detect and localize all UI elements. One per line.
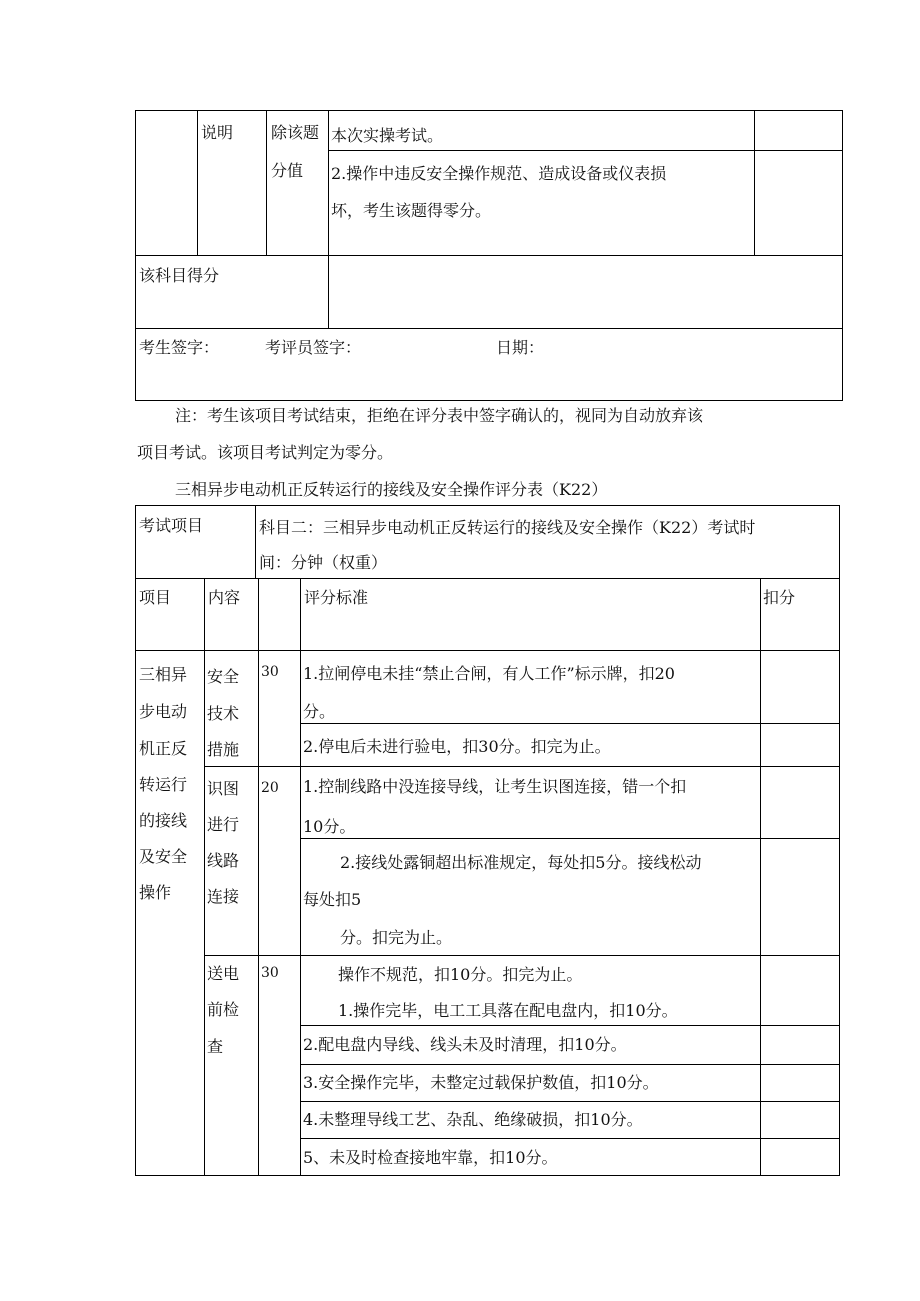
label-explanation: 说明 bbox=[201, 123, 234, 142]
project-name-line: 步电动 bbox=[139, 702, 188, 721]
table1-border-right bbox=[842, 110, 843, 401]
criteria-line: 分。扣完为止。 bbox=[340, 928, 453, 947]
subject-description-line: 间：分钟（权重） bbox=[259, 553, 388, 572]
table2-title: 三相异步电动机正反转运行的接线及安全操作评分表（K22） bbox=[175, 480, 608, 499]
project-name-line: 的接线 bbox=[139, 811, 188, 830]
note-line: 注：考生该项目考试结束，拒绝在评分表中签字确认的，视同为自动放弃该 bbox=[175, 406, 704, 425]
table2-rule bbox=[300, 838, 840, 839]
exam-item-label: 考试项目 bbox=[139, 516, 204, 535]
content-label-line: 技术 bbox=[207, 704, 240, 723]
criteria-line: 1.拉闸停电未挂“禁止合闸，有人工作”标示牌，扣20 bbox=[303, 664, 675, 683]
criteria-line: 3.安全操作完毕，未整定过载保护数值，扣10分。 bbox=[303, 1073, 659, 1092]
table2-border-right bbox=[839, 505, 840, 1176]
rule-text-line: 2.操作中违反安全操作规范、造成设备或仪表损 bbox=[331, 164, 667, 183]
content-label-line: 措施 bbox=[207, 740, 240, 759]
section-score: 30 bbox=[261, 664, 279, 680]
table1-col-rule bbox=[266, 110, 267, 255]
table2-col-rule bbox=[204, 578, 205, 1176]
column-header-content: 内容 bbox=[208, 588, 241, 607]
project-name-line: 及安全 bbox=[139, 847, 188, 866]
criteria-line: 每处扣5 bbox=[303, 890, 362, 909]
table2-rule bbox=[300, 723, 840, 724]
content-label-line: 线路 bbox=[207, 851, 240, 870]
criteria-line: 4.未整理导线工艺、杂乱、绝缘破损，扣10分。 bbox=[303, 1110, 643, 1129]
table2-col-rule bbox=[255, 505, 256, 578]
table1-col-rule bbox=[328, 110, 329, 328]
content-label-line: 安全 bbox=[207, 667, 240, 686]
table2-border-bottom bbox=[135, 1175, 840, 1176]
table1-col-rule bbox=[197, 110, 198, 255]
table2-rule bbox=[300, 1138, 840, 1139]
project-name-line: 操作 bbox=[139, 883, 172, 902]
subject-description-line: 科目二：三相异步电动机正反转运行的接线及安全操作（K22）考试时 bbox=[259, 518, 756, 537]
table2-rule bbox=[300, 1101, 840, 1102]
table1-rule bbox=[135, 255, 843, 256]
criteria-line: 5、未及时检查接地牢靠，扣10分。 bbox=[303, 1148, 558, 1167]
table1-col-rule bbox=[754, 110, 755, 255]
project-name-line: 转运行 bbox=[139, 775, 188, 794]
label-except-question: 除该题 bbox=[271, 123, 320, 142]
content-label-line: 前检 bbox=[207, 1000, 240, 1019]
table1-rule bbox=[328, 150, 843, 151]
date-label: 日期： bbox=[496, 338, 545, 357]
label-score-value: 分值 bbox=[271, 161, 304, 180]
criteria-line: 2.停电后未进行验电，扣30分。扣完为止。 bbox=[303, 737, 611, 756]
criteria-line: 1.控制线路中没连接导线，让考生识图连接，错一个扣 bbox=[303, 777, 687, 796]
criteria-line: 操作不规范，扣10分。扣完为止。 bbox=[338, 965, 583, 984]
column-header-item: 项目 bbox=[139, 588, 172, 607]
subject-score-label: 该科目得分 bbox=[139, 266, 220, 285]
content-label-line: 进行 bbox=[207, 815, 240, 834]
rule-text-line: 本次实操考试。 bbox=[331, 126, 444, 145]
content-label-line: 连接 bbox=[207, 887, 240, 906]
table1-border-bottom bbox=[135, 400, 843, 401]
section-score: 20 bbox=[261, 780, 279, 796]
project-name-line: 三相异 bbox=[139, 665, 188, 684]
table2-rule bbox=[300, 1025, 840, 1026]
criteria-line: 10分。 bbox=[303, 817, 356, 836]
table2-col-rule bbox=[760, 578, 761, 1176]
table2-border-top bbox=[135, 505, 840, 506]
examiner-signature-label: 考评员签字： bbox=[265, 338, 362, 357]
table2-col-rule bbox=[300, 578, 301, 1176]
criteria-line: 分。 bbox=[303, 702, 336, 721]
table2-rule bbox=[135, 578, 840, 579]
table1-border-top bbox=[135, 110, 843, 111]
table2-rule bbox=[300, 1064, 840, 1065]
note-line: 项目考试。该项目考试判定为零分。 bbox=[137, 443, 394, 462]
criteria-line: 2.接线处露铜超出标准规定，每处扣5分。接线松动 bbox=[340, 853, 702, 872]
candidate-signature-label: 考生签字： bbox=[139, 338, 220, 357]
content-label-line: 送电 bbox=[207, 964, 240, 983]
table2-border-left bbox=[135, 505, 136, 1176]
content-label-line: 查 bbox=[207, 1037, 224, 1056]
content-label-line: 识图 bbox=[207, 779, 240, 798]
table1-border-left bbox=[135, 110, 136, 401]
criteria-line: 2.配电盘内导线、线头未及时清理，扣10分。 bbox=[303, 1035, 627, 1054]
section-score: 30 bbox=[261, 965, 279, 981]
rule-text-line: 坏，考生该题得零分。 bbox=[331, 201, 492, 220]
project-name-line: 机正反 bbox=[139, 739, 188, 758]
column-header-criteria: 评分标准 bbox=[304, 588, 369, 607]
column-header-deduction: 扣分 bbox=[763, 588, 796, 607]
table2-rule bbox=[135, 650, 840, 651]
table2-col-rule bbox=[258, 578, 259, 1176]
criteria-line: 1.操作完毕，电工工具落在配电盘内，扣10分。 bbox=[338, 1001, 678, 1020]
table1-rule bbox=[135, 328, 843, 329]
